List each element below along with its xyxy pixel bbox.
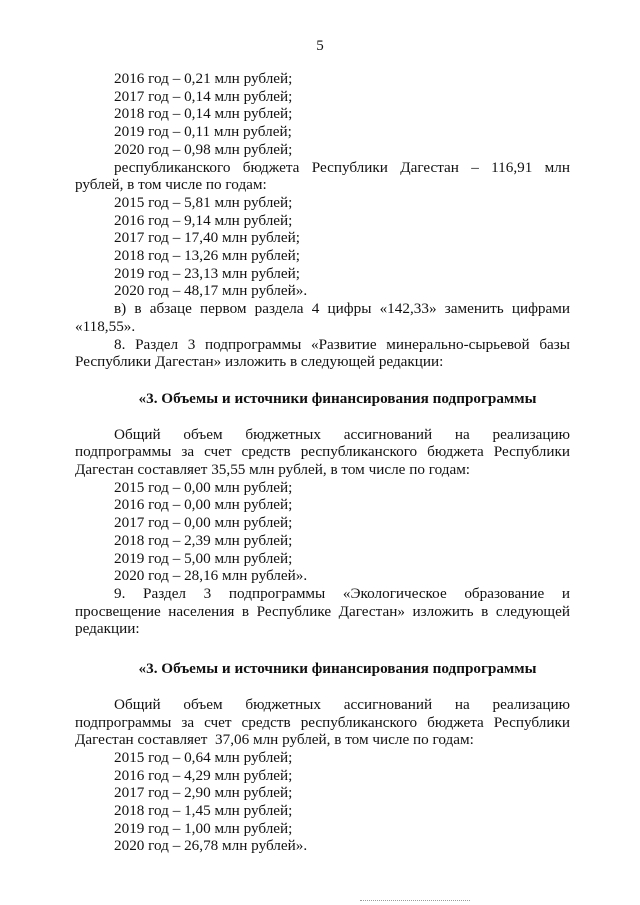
item-9-line: 9. Раздел 3 подпрограммы «Экологическое образование и: [114, 584, 570, 602]
section-heading: «3. Объемы и источники финансирования подпрограммы: [138, 389, 537, 407]
section-paragraph-line: Общий объем бюджетных ассигнований на реализацию: [114, 425, 570, 443]
funding-year-line: 2019 год – 5,00 млн рублей;: [114, 549, 293, 567]
item-v-line: в) в абзаце первом раздела 4 цифры «142,33» заменить цифрами: [114, 300, 570, 318]
funding-year-line: 2020 год – 48,17 млн рублей».: [114, 282, 308, 300]
funding-year-line: 2017 год – 17,40 млн рублей;: [114, 229, 300, 247]
republic-budget-paragraph: [75, 159, 570, 194]
section-8-paragraph: [75, 426, 570, 479]
funding-year-line: 2020 год – 0,98 млн рублей;: [114, 140, 293, 158]
funding-years-list-federal: [75, 70, 570, 159]
funding-year-line: 2016 год – 9,14 млн рублей;: [114, 211, 293, 229]
funding-year-line: 2016 год – 4,29 млн рублей;: [114, 766, 293, 784]
item-9-line: просвещение населения в Республике Дагестан» изложить в следующей: [75, 602, 570, 620]
section-paragraph-line: подпрограммы за счет средств республиканского бюджета Республики: [75, 713, 570, 731]
funding-year-line: 2019 год – 0,11 млн рублей;: [114, 123, 292, 141]
funding-year-line: 2015 год – 5,81 млн рублей;: [114, 193, 293, 211]
section-paragraph-line: Дагестан составляет 35,55 млн рублей, в том числе по годам:: [75, 461, 471, 479]
funding-year-line: 2016 год – 0,00 млн рублей;: [114, 496, 293, 514]
page-content: [75, 70, 570, 855]
funding-year-line: 2015 год – 0,00 млн рублей;: [114, 478, 293, 496]
section-9-paragraph: [75, 696, 570, 749]
section-paragraph-line: Общий объем бюджетных ассигнований на реализацию: [114, 695, 570, 713]
item-8-line: Республики Дагестан» изложить в следующей редакции:: [75, 353, 444, 371]
scan-artifact-marks: [360, 897, 470, 901]
funding-year-line: 2018 год – 0,14 млн рублей;: [114, 105, 293, 123]
item-v-paragraph: [75, 300, 570, 335]
funding-year-line: 2018 год – 2,39 млн рублей;: [114, 531, 293, 549]
item-9-paragraph: [75, 585, 570, 638]
funding-year-line: 2020 год – 26,78 млн рублей».: [114, 837, 308, 855]
page-number: 5: [316, 38, 324, 54]
section-heading: «3. Объемы и источники финансирования подпрограммы: [138, 660, 537, 678]
republic-budget-line: республиканского бюджета Республики Дагестан – 116,91 млн: [114, 158, 570, 176]
funding-year-line: 2015 год – 0,64 млн рублей;: [114, 748, 293, 766]
funding-year-line: 2020 год – 28,16 млн рублей».: [114, 567, 308, 585]
item-8-paragraph: [75, 336, 570, 371]
funding-year-line: 2016 год – 0,21 млн рублей;: [114, 70, 293, 87]
item-v-line: «118,55».: [75, 317, 136, 335]
funding-years-list-section-8: [75, 479, 570, 585]
republic-budget-line: рублей, в том числе по годам:: [75, 176, 267, 194]
funding-years-list-section-9: [75, 749, 570, 855]
funding-year-line: 2019 год – 1,00 млн рублей;: [114, 819, 293, 837]
item-9-line: редакции:: [75, 620, 140, 638]
funding-year-line: 2018 год – 1,45 млн рублей;: [114, 802, 293, 820]
funding-years-list-republic: [75, 194, 570, 300]
funding-year-line: 2017 год – 0,00 млн рублей;: [114, 514, 293, 532]
funding-year-line: 2017 год – 2,90 млн рублей;: [114, 784, 293, 802]
funding-year-line: 2018 год – 13,26 млн рублей;: [114, 247, 300, 265]
funding-year-line: 2019 год – 23,13 млн рублей;: [114, 264, 300, 282]
section-paragraph-line: Дагестан составляет 37,06 млн рублей, в том числе по годам:: [75, 731, 474, 749]
item-8-line: 8. Раздел 3 подпрограммы «Развитие минерально-сырьевой базы: [114, 335, 570, 353]
section-paragraph-line: подпрограммы за счет средств республиканского бюджета Республики: [75, 443, 570, 461]
funding-year-line: 2017 год – 0,14 млн рублей;: [114, 87, 293, 105]
